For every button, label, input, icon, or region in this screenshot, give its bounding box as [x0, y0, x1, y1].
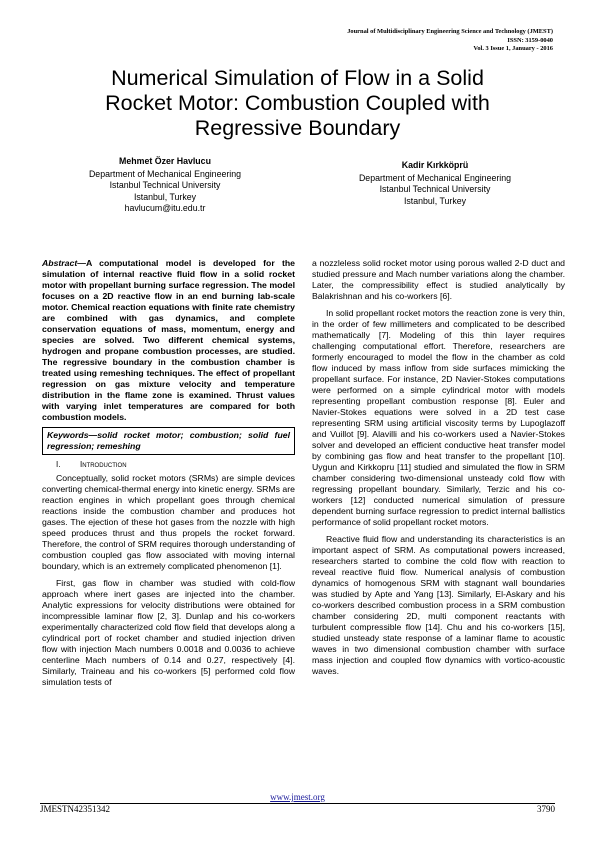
- author-2-city: Istanbul, Turkey: [403, 195, 467, 206]
- footer-page-number: 3790: [537, 804, 555, 814]
- author-1-name: Mehmet Özer Havlucu: [119, 156, 211, 166]
- title-line-1: Numerical Simulation of Flow in a Solid: [111, 66, 484, 90]
- author-2-dept: Department of Mechanical Engineering: [358, 173, 512, 184]
- journal-name: Journal of Multidisciplinary Engineering Science and Technology (JMEST): [347, 28, 553, 35]
- author-2-univ: Istanbul Technical University: [379, 184, 491, 195]
- section-number: I.: [56, 460, 61, 469]
- left-paragraph-2: First, gas flow in chamber was studied with cold-flow approach where inert gases are injected into the chamber. Analytic expressions for velocity distributions were obtained for incompressible laminar flow [2, 3]. Dunlap and his co-workers experimentally characterized cold flow field that develops along a cylindrical port of rocket chamber and studied injection driven flow with injection Mach numbers 0.0018 and 0.0036 to achieve centerline Mach numbers of 0.14 and 0.27, respectively [4]. Similarly, Traineau and his co-workers [5] performed cold flow simulation tests of: [42, 578, 295, 687]
- footer-divider: [40, 803, 555, 804]
- right-paragraph-1: a nozzleless solid rocket motor using porous walled 2-D duct and studied pressure and Mach number variations along the chamber. Later, the compressibility effect is studied analytically by Balakrishnan and his co-workers [6].: [312, 258, 565, 301]
- left-column: [42, 258, 295, 694]
- journal-header: [347, 28, 553, 54]
- right-column: [312, 258, 565, 683]
- author-1-dept: Department of Mechanical Engineering: [88, 169, 242, 180]
- footer-journal-link[interactable]: www.jmest.org: [270, 792, 325, 802]
- left-paragraph-1: Conceptually, solid rocket motors (SRMs) are simple devices converting chemical-thermal energy into kinetic energy. SRMs are reaction engines in which propellant goes through chemical reactions inside the combustion chamber and produces hot gases. The ejection of these hot gases from the nozzle with high speed produces thrust and thus propels the rocket forward. Therefore, the control of SRM requires thorough understanding of combustion coupled gas flow associated with moving internal boundary, which is an extremely complicated phenomenon [1].: [42, 473, 295, 571]
- author-2-block: [330, 160, 540, 207]
- abstract-text: —A computational model is developed for the simulation of internal reactive fluid flow in a solid rocket motor with propellant burning surface regression. The model focuses on a 2D reactive flow in an end burning lab-scale motor. Chemical reaction equations with finite rate chemistry are combined with gas dynamics, and complete conservation equations of mass, momentum, energy and species are solved. Two different chemical systems, hydrogen and propane combustion processes, are studied. The regressive boundary in the combustion chamber is treated using remeshing techniques. The effect of propellant regression on gas mixture velocity and temperature distribution in the flame zone is examined. Thrust values with varying inlet temperatures are compared for both combustion models.: [42, 258, 295, 422]
- section-title: Introduction: [80, 460, 127, 469]
- author-1-univ: Istanbul Technical University: [109, 180, 221, 191]
- author-2-name: Kadir Kırkköprü: [401, 160, 469, 170]
- right-paragraph-2: In solid propellant rocket motors the reaction zone is very thin, in the order of few millimeters and complicated to be described mathematically [7]. Modeling of this thin layer requires challenging computational effort. Therefore, researchers are formerly encouraged to model the flow in the chamber as cold flow induced by mass inflow from side surfaces mimicking the propellant surface. For instance, 2D Navier-Stokes computations were performed on a simple cylindrical motor with models representing propellant combustion response [8]. Euler and Navier-Stokes equations were solved in a 2D test case representing SRM using artificial viscosity terms by Lupoglazoff and Vuillot [9]. Alavilli and his co-workers used a Navier-Stokes solver and developed an efficient conductive heat transfer model by combining gas flow and heat transfer to the propellant [10]. Uygun and Kirkkopru [11] studied and simulated the flow in SRM chamber considering two-dimensional unsteady cold flow with regressing propellant boundary. Similarly, Terzic and his co-workers [12] conducted numerical simulation of pressure dependent burning surface regression to predict internal ballistics performance of solid propellant rocket motors.: [312, 308, 565, 527]
- footer-paper-id: JMESTN42351342: [40, 804, 111, 814]
- abstract-label: Abstract: [42, 258, 78, 268]
- author-1-email[interactable]: havlucum@itu.edu.tr: [124, 202, 206, 213]
- title-line-3: Regressive Boundary: [194, 116, 401, 140]
- journal-issn: ISSN: 3159-0040: [507, 36, 553, 44]
- section-heading-introduction: [56, 459, 295, 470]
- keywords-box: Keywords—solid rocket motor; combustion; solid fuel regression; remeshing: [42, 427, 295, 455]
- right-paragraph-3: Reactive fluid flow and understanding its characteristics is an important aspect of SRM. As computational powers increased, researchers started to combine the cold flow with reaction to reveal reactive fluid flow. Numerical analysis of combustion dynamics of homogenous SRM with stagnant wall boundaries was studied by Apte and Yang [13]. Similarly, El-Askary and his co-workers described combustion process in a SRM combustion chamber considering 2D, multi component reactants with turbulent compressible flow [14]. Chu and his co-workers [15], studied unsteady state response of a laminar flame to acoustic waves in two dimensional combustion chamber with surface mass injection and coupled flow dynamics with vortico-acoustic waves.: [312, 534, 565, 676]
- paper-title: [40, 66, 555, 141]
- author-1-city: Istanbul, Turkey: [133, 191, 197, 202]
- author-1-block: [60, 156, 270, 214]
- journal-volume: Vol. 3 Issue 1, January - 2016: [473, 45, 553, 53]
- title-line-2: Rocket Motor: Combustion Coupled with: [105, 91, 490, 115]
- abstract: [42, 258, 295, 423]
